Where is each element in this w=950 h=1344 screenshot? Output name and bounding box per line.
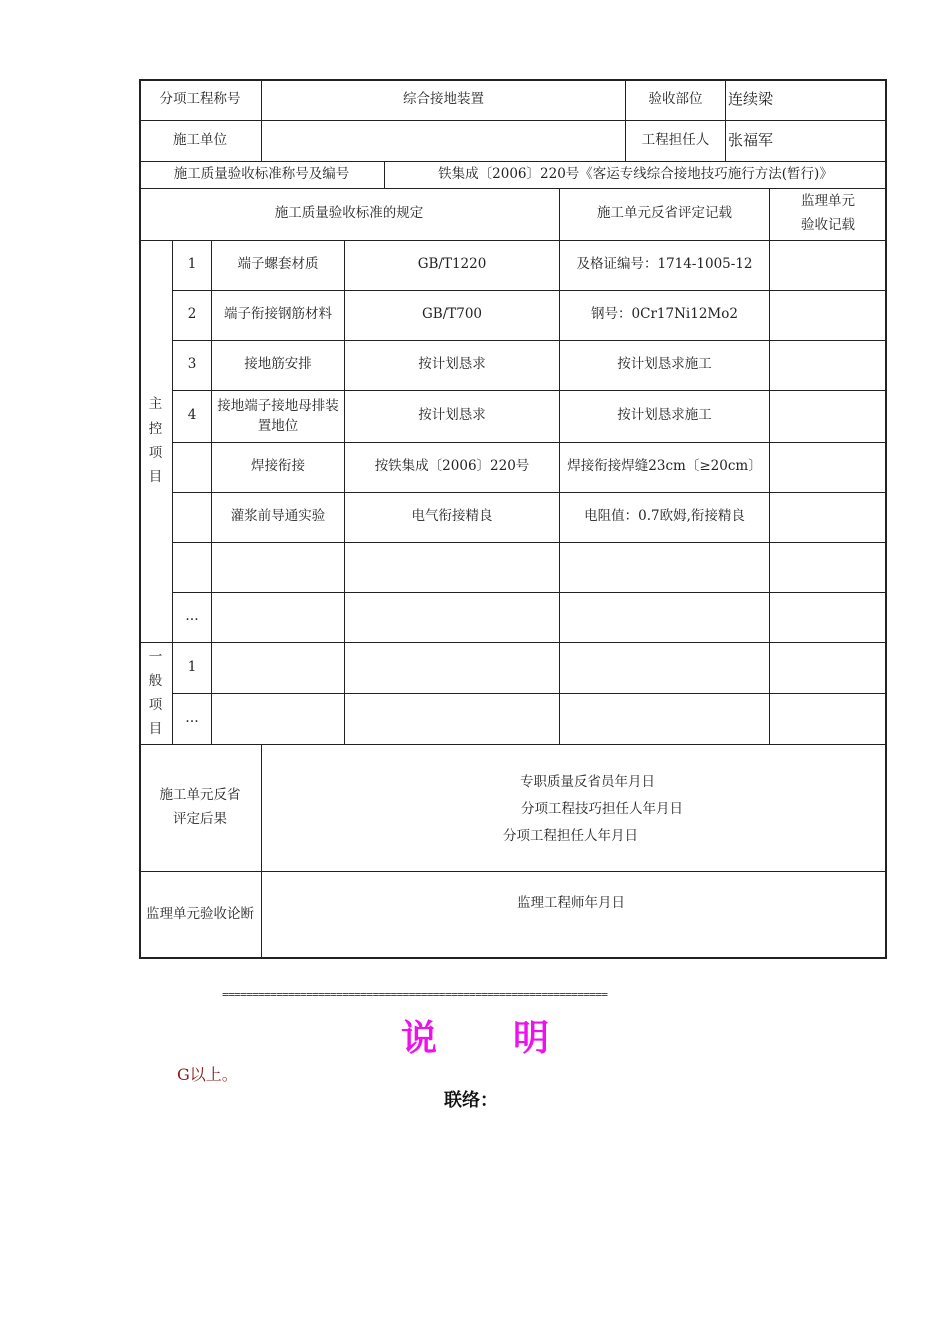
quality-inspector-sign: 专职质量反省员年月日 [520,774,655,790]
project-name-value: 综合接地装置 [403,90,484,107]
explanation-title-char: 明 [513,1018,550,1059]
row-number [173,492,211,542]
label-char: 项 [148,445,163,461]
label-char: 目 [148,469,163,486]
explanation-title [0,1010,950,1061]
supervision-conclusion-label: 监理单元验收论断 [146,906,254,923]
standard-label: 施工质量验收标准称号及编号 [173,165,350,182]
row-number: 1 [187,256,197,273]
label-char: 目 [148,721,163,738]
item-record: 钢号：0Cr17Ni12Mo2 [591,306,738,323]
g-line-text: G以上。 [177,1065,238,1084]
item-record: 及格证编号：1714-1005-12 [576,256,753,273]
rule-column-header: 施工质量验收标准的规定 [274,205,424,222]
item-name: 端子衔接钢筋材料 [224,306,332,323]
item-standard: GB/T700 [421,306,483,323]
label-char: 主 [148,396,163,413]
row-number: 3 [187,356,197,373]
row-number: 4 [187,407,197,424]
responsible-person-value: 张福军 [728,131,774,150]
construction-unit-value [262,120,625,161]
standard-value: 铁集成〔2006〕220号《客运专线综合接地技巧施行方法(暂行)》 [438,165,833,182]
item-name: 接地筋安排 [244,356,312,373]
item-record: 按计划恳求施工 [617,356,712,373]
label-char: 控 [148,420,163,437]
separator-line: ================================================================ [222,988,608,1001]
item-standard: GB/T1220 [417,256,487,273]
label-char: 一 [148,648,163,665]
item-standard: 按铁集成〔2006〕220号 [374,458,530,475]
item-record: 按计划恳求施工 [617,407,712,424]
contact-label: 联络： [444,1090,498,1111]
label-char: 般 [148,672,163,689]
item-name: 接地端子接地母排装置地位 [217,397,339,434]
acceptance-part-value: 连续梁 [728,90,774,109]
item-name: 灌浆前导通实验 [230,508,326,525]
row-number: 1 [187,658,197,675]
explanation-title-char: 说 [400,1018,437,1059]
row-number: … [185,709,199,726]
item-name: 端子螺套材质 [237,256,319,273]
responsible-person-label: 工程担任人 [641,131,710,148]
item-record: 焊接衔接焊缝23cm〔≥20cm〕 [567,458,762,475]
item-standard: 按计划恳求 [418,407,486,424]
self-result-label-line2: 评定后果 [173,810,227,827]
supervision-header-line2: 验收记载 [801,217,855,233]
row-number [173,442,211,492]
project-lead-sign: 分项工程担任人年月日 [503,828,638,844]
self-result-label-line1: 施工单元反省 [159,786,241,803]
item-standard: 电气衔接精良 [411,508,493,525]
supervising-engineer-sign: 监理工程师年月日 [517,895,625,911]
row-number: … [185,608,199,625]
row-number: 2 [187,306,197,323]
self-result-label [139,744,261,871]
supervision-column-header [770,188,886,240]
acceptance-part-label: 验收部位 [648,90,703,107]
item-record: 电阻值：0.7欧姆,衔接精良 [584,508,745,525]
construction-unit-label: 施工单位 [173,131,227,148]
main-control-label [139,240,172,642]
label-char: 项 [148,697,163,713]
supervision-header-line1: 监理单元 [801,193,855,210]
self-eval-column-header: 施工单元反省评定记载 [597,205,732,222]
project-name-label: 分项工程称号 [159,90,241,107]
technical-lead-sign: 分项工程技巧担任人年月日 [521,801,683,817]
general-items-label [139,642,172,744]
item-standard: 按计划恳求 [418,356,486,373]
item-name: 焊接衔接 [251,458,305,475]
row-number [173,542,211,592]
